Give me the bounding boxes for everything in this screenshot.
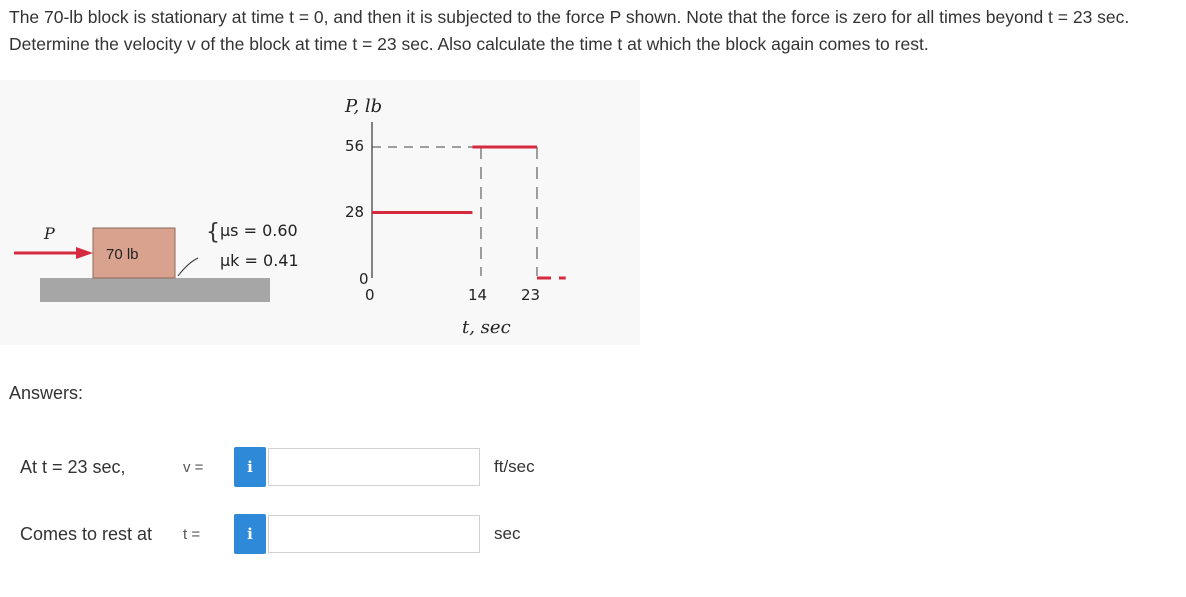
rest-time-var-label: t = <box>183 526 201 543</box>
rest-time-row-label: Comes to rest at <box>20 524 153 544</box>
velocity-info-button[interactable]: i <box>234 447 266 487</box>
figure-svg <box>0 80 640 345</box>
velocity-var-label: v = <box>183 459 204 476</box>
force-arrow-head <box>76 247 93 259</box>
velocity-row-label: At t = 23 sec, <box>20 457 126 477</box>
answers-heading: Answers: <box>9 383 84 403</box>
x-tick-14: 14 <box>468 286 488 304</box>
rest-time-info-button[interactable]: i <box>234 514 266 554</box>
brace-icon: { <box>206 220 220 245</box>
block-label: 70 lb <box>106 246 139 263</box>
force-label: P <box>44 224 55 243</box>
problem-figure <box>0 80 640 345</box>
y-axis-label: P, lb <box>345 96 383 117</box>
velocity-input[interactable] <box>268 448 480 486</box>
velocity-unit: ft/sec <box>494 457 535 476</box>
x-tick-23: 23 <box>521 286 541 304</box>
problem-statement: The 70-lb block is stationary at time t = 0, and then it is subjected to the force P shown. Note that the force is zero for all times beyond t = 23 sec. Determine the velocity v of the block at time t = 23 sec. Also calculate the time t at which the block again comes to rest. <box>9 7 1130 54</box>
y-tick-28: 28 <box>345 203 365 221</box>
mu-kinetic: μk = 0.41 <box>220 251 299 270</box>
rest-time-unit: sec <box>494 524 521 543</box>
ground <box>40 278 270 302</box>
y-tick-0: 0 <box>359 270 369 288</box>
mu-static: μs = 0.60 <box>220 221 298 240</box>
contact-line <box>178 258 198 276</box>
y-tick-56: 56 <box>345 137 365 155</box>
x-axis-label: t, sec <box>462 317 511 338</box>
x-tick-0: 0 <box>365 286 375 304</box>
rest-time-input[interactable] <box>268 515 480 553</box>
